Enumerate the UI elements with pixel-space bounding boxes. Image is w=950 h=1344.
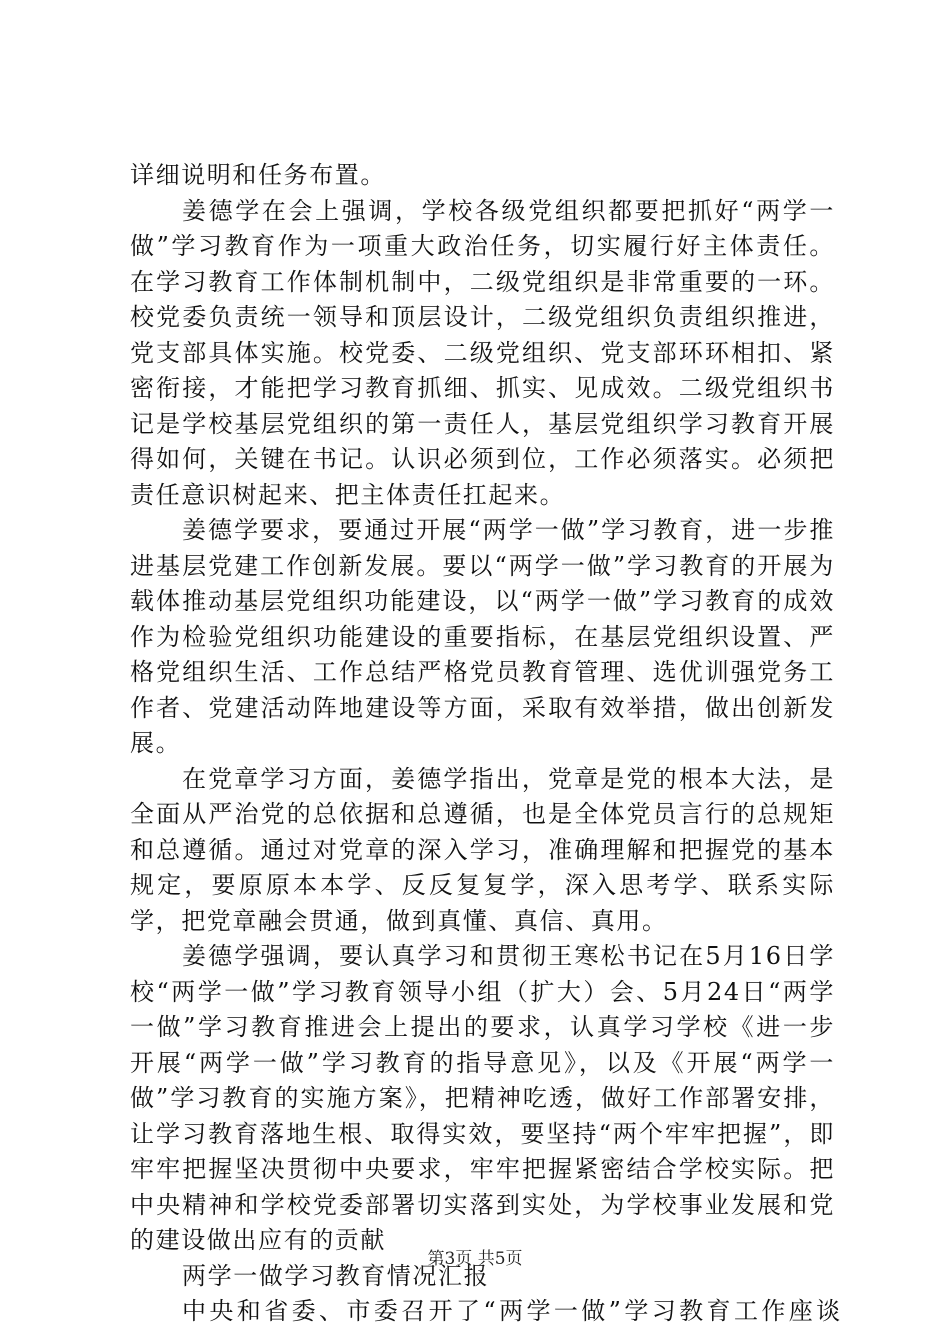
paragraph-report-start: 中央和省委、市委召开了“两学一做”学习教育工作座谈 — [182, 1297, 844, 1325]
paragraph-continuation: 详细说明和任务布置。 — [130, 161, 386, 189]
paragraph-innovation: 姜德学要求，要通过开展“两学一做”学习教育，进一步推进基层党建工作创新发展。要以“两学一做”学习教育的开展为载体推动基层党组织功能建设，以“两学一做”学习教育的成效作为检验党组织功能建设的重要指标，在基层党组织设置、严格党组织生活、工作总结严格党员教育管理、选优训强党务工作者、党建活动阵地建设等方面，采取有效举措，做出创新发展。 — [130, 516, 835, 757]
paragraph-party-constitution: 在党章学习方面，姜德学指出，党章是党的根本大法，是全面从严治党的总依据和总遵循，也是全体党员言行的总规矩和总遵循。通过对党章的深入学习，准确理解和把握党的基本规定，要原原本本学、反反复复学，深入思考学、联系实际学，把党章融会贯通，做到真懂、真信、真用。 — [130, 764, 835, 935]
paragraph-implementation: 姜德学强调，要认真学习和贯彻王寒松书记在5月16日学校“两学一做”学习教育领导小组（扩大）会、5月24日“两学一做”学习教育推进会上提出的要求，认真学习学校《进一步开展“两学一做”学习教育的指导意见》，以及《开展“两学一做”学习教育的实施方案》，把精神吃透，做好工作部署安排，让学习教育落地生根、取得实效，要坚持“两个牢牢把握”，即牢牢把握坚决贯彻中央要求，牢牢把握紧密结合学校实际。把中央精神和学校党委部署切实落到实处，为学校事业发展和党的建设做出应有的贡献 — [130, 942, 835, 1254]
page-number-footer: 第3页 共5页 — [427, 1249, 523, 1269]
paragraph-responsibility: 姜德学在会上强调，学校各级党组织都要把抓好“两学一做”学习教育作为一项重大政治任务，切实履行好主体责任。在学习教育工作体制机制中，二级党组织是非常重要的一环。校党委负责统一领导和顶层设计，二级党组织负责组织推进，党支部具体实施。校党委、二级党组织、党支部环环相扣、紧密衔接，才能把学习教育抓细、抓实、见成效。二级党组织书记是学校基层党组织的第一责任人，基层党组织学习教育开展得如何，关键在书记。认识必须到位，工作必须落实。必须把责任意识树起来、把主体责任扛起来。 — [130, 196, 835, 509]
document-body — [130, 158, 844, 1330]
section-title: 两学一做学习教育情况汇报 — [182, 1261, 490, 1290]
